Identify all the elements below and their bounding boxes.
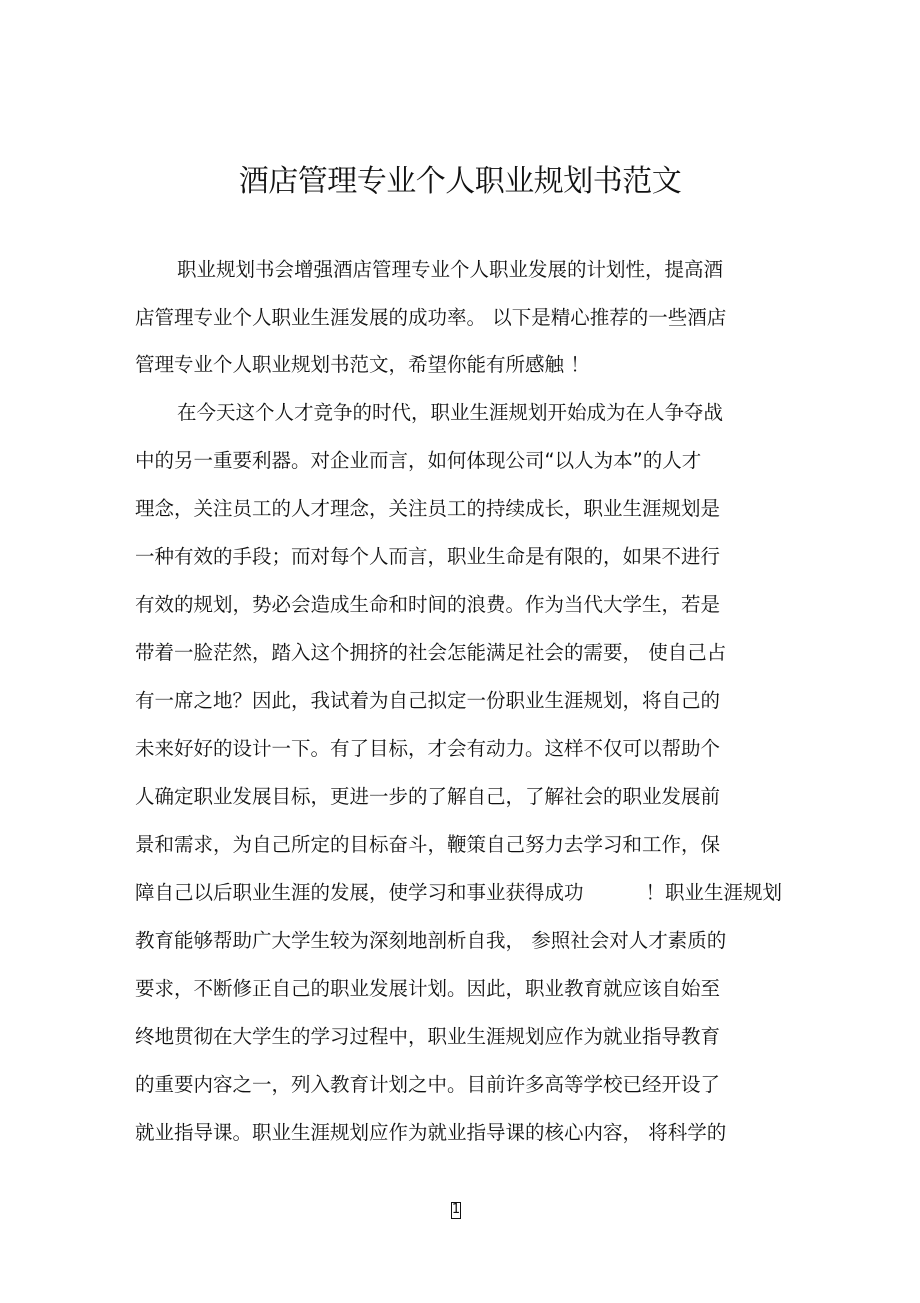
paragraph-2-line-4: 一种有效的手段；而对每个人而言，职业生命是有限的，如果不进行 (135, 545, 721, 568)
paragraph-2-line-15: 的重要内容之一，列入教育计划之中。目前许多高等学校已经开设了 (135, 1073, 721, 1096)
paragraph-2-line-10: 景和需求，为自己所定的目标奋斗，鞭策自己努力去学习和工作，保 (135, 833, 721, 856)
paragraph-2-line-5: 有效的规划，势必会造成生命和时间的浪费。作为当代大学生，若是 (135, 593, 721, 616)
paragraph-2-line-8: 未来好好的设计一下。有了目标，才会有动力。这样不仅可以帮助个 (135, 737, 721, 760)
paragraph-2-line-13: 要求，不断修正自己的职业发展计划。因此，职业教育就应该自始至 (135, 977, 721, 1000)
page-number-box (451, 1202, 461, 1219)
page-number (451, 1200, 461, 1220)
document-title: 酒店管理专业个人职业规划书范文 (238, 164, 682, 200)
paragraph-1-line-2: 店管理专业个人职业生涯发展的成功率。 以下是精心推荐的一些酒店 (135, 306, 727, 329)
paragraph-1-line-1: 职业规划书会增强酒店管理专业个人职业发展的计划性，提高酒 (177, 258, 724, 281)
paragraph-2-line-11 (135, 879, 782, 907)
paragraph-2-line-1: 在今天这个人才竞争的时代，职业生涯规划开始成为在人争夺战 (177, 401, 724, 424)
paragraph-2-line-12: 教育能够帮助广大学生较为深刻地剖析自我， 参照社会对人才素质的 (135, 929, 727, 952)
paragraph-2-line-6: 带着一脸茫然，踏入这个拥挤的社会怎能满足社会的需要， 使自己占 (135, 641, 727, 664)
paragraph-2-line-7: 有一席之地？因此，我试着为自己拟定一份职业生涯规划，将自己的 (135, 689, 721, 712)
line-11-part-1: 障自己以后职业生涯的发展，使学习和事业获得成功 (135, 881, 584, 904)
paragraph-2-line-9: 人确定职业发展目标，更进一步的了解自己，了解社会的职业发展前 (135, 785, 721, 808)
paragraph-2-line-14: 终地贯彻在大学生的学习过程中，职业生涯规划应作为就业指导教育 (135, 1025, 721, 1048)
page-number-text: 1 (451, 1202, 461, 1217)
paragraph-2-line-2: 中的另一重要利器。对企业而言，如何体现公司“以人为本”的人才 (135, 449, 702, 472)
paragraph-1-line-3: 管理专业个人职业规划书范文，希望你能有所感触 ！ (135, 353, 590, 376)
paragraph-2-line-3: 理念，关注员工的人才理念，关注员工的持续成长，职业生涯规划是 (135, 497, 721, 520)
line-11-part-2: ！职业生涯规划 (645, 881, 783, 904)
paragraph-2-line-16: 就业指导课。职业生涯规划应作为就业指导课的核心内容， 将科学的 (135, 1121, 727, 1144)
